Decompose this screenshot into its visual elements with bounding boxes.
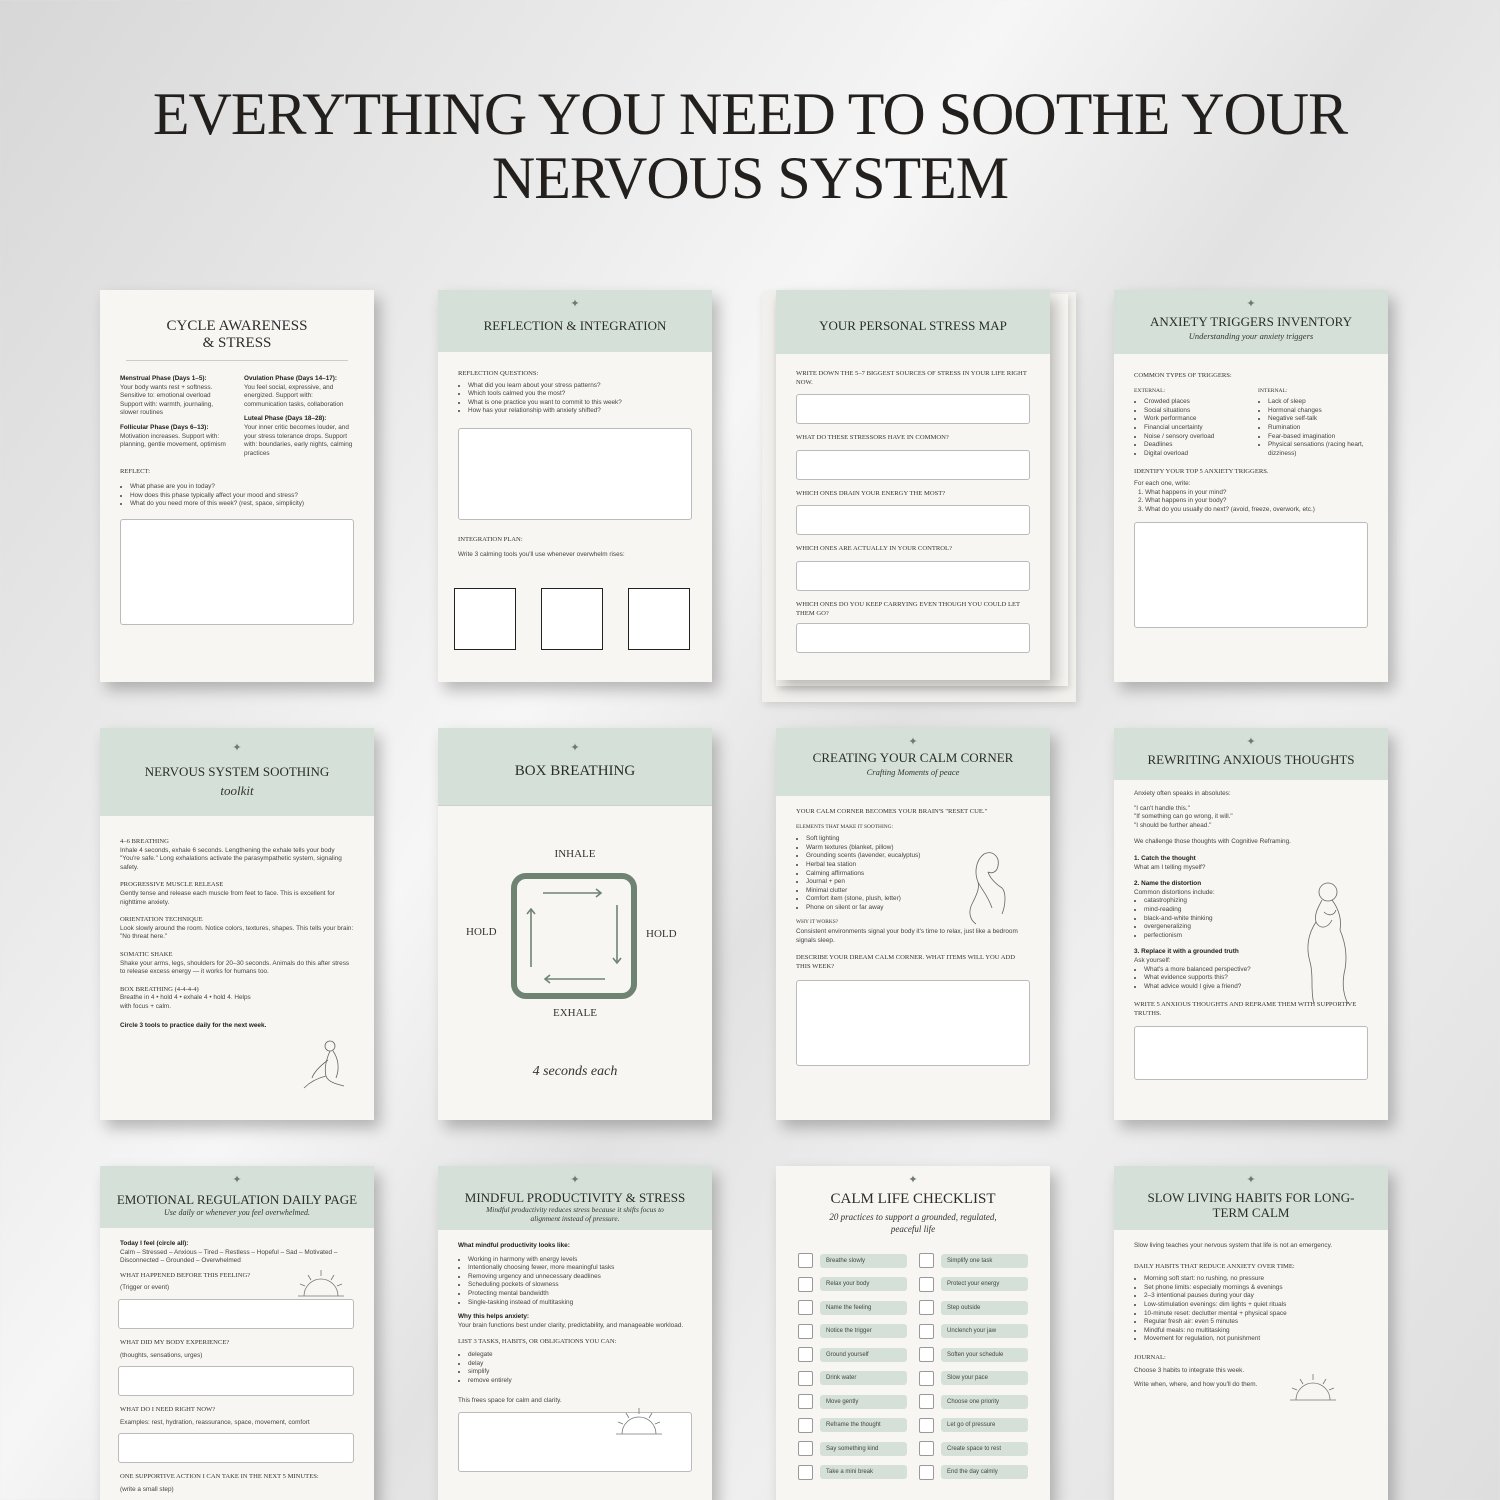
phase-text: Your body wants rest + softness. Sensitive to: emotional overload Support with: warmth, journaling, slower routines [120,383,214,417]
hold-right-label: HOLD [646,928,677,940]
checklist-label: Move gently [820,1395,907,1409]
prompt: ONE SUPPORTIVE ACTION I CAN TAKE IN THE NEXT 5 MINUTES: [120,1473,319,1481]
tool-box-2[interactable] [541,588,603,650]
headline-line-1: EVERYTHING YOU NEED TO SOOTHE YOUR [152,81,1348,147]
checkbox[interactable] [919,1394,934,1409]
checklist-label: Soften your schedule [941,1348,1028,1362]
checklist-item[interactable] [798,1343,907,1367]
phase-name: Luteal Phase (Days 18–28): [244,415,327,423]
list-item: • Phone on silent or far away [806,904,1030,913]
list-item: • Digital overload [1144,450,1244,459]
list-item: • What phase are you in today? [130,483,354,492]
line-art-woman-icon [300,1038,348,1094]
list-item: • Mindful meals: no multitasking [1144,1327,1368,1336]
list-item: • What evidence supports this? [1144,974,1368,983]
checklist-item[interactable] [919,1461,1028,1485]
column-label: EXTERNAL: [1134,387,1166,394]
page-title: YOUR PERSONAL STRESS MAP [819,318,1007,333]
headline [0,82,1500,210]
list-item: • Set phone limits: especially mornings & evenings [1144,1284,1368,1293]
checkbox[interactable] [919,1371,934,1386]
phase-name: Follicular Phase (Days 6–13): [120,423,209,431]
prompt: WHICH ONES ARE ACTUALLY IN YOUR CONTROL? [796,545,952,553]
list-item: • Journal + pen [806,878,1030,887]
page-title: CREATING YOUR CALM CORNER [812,750,1014,765]
page-subtitle: Mindful productivity reduces stress because it shifts focus to alignment instead of pressure. [486,1205,664,1223]
answer-field[interactable] [796,623,1030,653]
step: 1. What happens in your mind? [1138,488,1227,496]
habits-list [1134,1275,1368,1344]
sunrise-icon [1288,1370,1338,1404]
quote: "If something can go wrong, it will." [1134,813,1233,821]
list-item: • Social situations [1144,407,1244,416]
checklist-label: Choose one priority [941,1395,1028,1409]
checkbox[interactable] [798,1371,813,1386]
column-label: INTERNAL: [1258,387,1288,394]
sparkle-icon: ✦ [908,736,918,748]
list-item: • Protecting mental bandwidth [468,1290,692,1299]
page-title: REWRITING ANXIOUS THOUGHTS [1147,752,1355,767]
step-text: Ask yourself: [1134,956,1171,964]
sparkle-icon: ✦ [232,1174,242,1186]
intro-text: Anxiety often speaks in absolutes: [1134,790,1231,797]
checkbox[interactable] [919,1441,934,1456]
checklist-label: Drink water [820,1371,907,1385]
writing-box[interactable] [120,519,354,625]
list-item: • Lack of sleep [1268,398,1368,407]
checklist-item[interactable] [798,1461,907,1485]
list-item: • What do you need more of this week? (rest, space, simplicity) [130,500,354,509]
line-art-woman-icon [962,848,1012,928]
checkbox[interactable] [919,1253,934,1268]
checkbox[interactable] [798,1300,813,1315]
action-list [458,1351,692,1385]
list-item: • Noise / sensory overload [1144,433,1244,442]
list-item: • Hormonal changes [1268,407,1368,416]
list-item: • What is one practice you want to commit to this week? [468,399,692,408]
frees-text: This frees space for calm and clarity. [458,1397,562,1405]
sparkle-icon: ✦ [1246,298,1256,310]
checkbox[interactable] [798,1324,813,1339]
list-item: • What's a more balanced perspective? [1144,966,1368,975]
prompt: WRITE DOWN THE 5–7 BIGGEST SOURCES OF STRESS IN YOUR LIFE RIGHT NOW. [796,370,1027,386]
prompt: WHICH ONES DO YOU KEEP CARRYING EVEN THOUGH YOU COULD LET THEM GO? [796,600,1020,617]
checklist-label: Let go of pressure [941,1418,1028,1432]
checklist-item[interactable] [798,1367,907,1391]
answer-field[interactable] [796,450,1030,480]
checklist-item[interactable] [798,1296,907,1320]
checklist-label: Ground yourself [820,1348,907,1362]
answer-field[interactable] [118,1299,354,1329]
tool-name: 4–6 BREATHING [120,838,169,845]
page-subtitle: 20 practices to support a grounded, regulated, peaceful life [829,1212,997,1234]
page-soothing-toolkit [100,728,374,1120]
list-item: • Deadlines [1144,441,1244,450]
hint: (thoughts, sensations, urges) [120,1351,203,1359]
hint: Examples: rest, hydration, reassurance, space, movement, comfort [120,1418,310,1426]
tool-text: Breathe in 4 • hold 4 • exhale 4 • hold 4. Helps with focus + calm. [120,994,251,1010]
sparkle-icon: ✦ [570,298,580,310]
why-text: Your brain functions best under clarity, predictability, and manageable workload. [458,1321,684,1329]
section-label: JOURNAL: [1134,1353,1166,1361]
phase-text: Your inner critic becomes louder, and your stress tolerance drops. Support with: boundaries, early nights, calming practices [244,423,353,457]
list-item: • Regular fresh air: even 5 minutes [1144,1318,1368,1327]
phase-name: Ovulation Phase (Days 14–17): [244,375,338,382]
tool-text: Shake your arms, legs, shoulders for 20–30 seconds. Animals do this after stress to release excess energy — it works for humans too. [120,959,350,976]
list-item: • Work performance [1144,415,1244,424]
answer-field[interactable] [118,1366,354,1396]
section-label: Why this helps anxiety: [458,1313,530,1321]
list-item: • Calming affirmations [806,870,1030,879]
checklist-item[interactable] [798,1273,907,1297]
section-label: REFLECTION QUESTIONS: [458,370,539,377]
checklist [776,1249,1050,1484]
page-title: BOX BREATHING [514,763,636,779]
page-title: SLOW LIVING HABITS FOR LONG-TERM CALM [1147,1190,1355,1220]
page-subtitle: Crafting Moments of peace [866,767,960,777]
checkbox[interactable] [798,1394,813,1409]
phase-text: You feel social, expressive, and energized. Support with: communication tasks, collaboration [244,383,344,408]
page-anxiety-triggers [1114,290,1388,682]
list-item: • delegate [468,1351,692,1360]
list-item: • Intentionally choosing fewer, more meaningful tasks [468,1264,692,1273]
page-title: CYCLE AWARENESS & STRESS [126,290,348,361]
page-calm-corner [776,728,1050,1120]
checklist-item[interactable] [919,1296,1028,1320]
list-item: • Minimal clutter [806,887,1030,896]
question-list [458,382,692,416]
list-item: • What did you learn about your stress patterns? [468,382,692,391]
headline-line-2: NERVOUS SYSTEM [491,145,1009,211]
checkbox[interactable] [919,1347,934,1362]
answer-field[interactable] [796,505,1030,535]
checklist-item[interactable] [919,1343,1028,1367]
step-title: 2. Name the distortion [1134,880,1202,888]
page-stress-map [776,290,1050,680]
list-item: • perfectionism [1144,932,1368,941]
tool-name: SOMATIC SHAKE [120,950,173,958]
tool-text: Look slowly around the room. Notice colors, textures, shapes. This tells your brain: "No threat here." [120,924,354,941]
list-item: • black-and-white thinking [1144,915,1368,924]
checklist-item[interactable] [798,1320,907,1344]
list-item: • Removing urgency and unnecessary deadlines [468,1273,692,1282]
feelings-list: Calm – Stressed – Anxious – Tired – Restless – Hopeful – Sad – Motivated – Disconnected – Grounded – Overwhelmed [120,1248,338,1265]
checklist-label: Take a mini break [820,1465,907,1479]
list-item: • overgeneralizing [1144,923,1368,932]
sunrise-icon [296,1266,346,1300]
page-title: NERVOUS SYSTEM SOOTHING [144,764,330,779]
instruction: For each one, write: [1134,479,1191,487]
breathing-footer: 4 seconds each [532,1064,618,1079]
phase-text: Motivation increases. Support with: planning, gentle movement, optimism [120,432,226,449]
sparkle-icon: ✦ [1246,736,1256,748]
list-item: • remove entirely [468,1377,692,1386]
checklist-item[interactable] [798,1437,907,1461]
step: 3. What do you usually do next? (avoid, freeze, overwork, etc.) [1138,505,1315,513]
checklist-label: Protect your energy [941,1277,1028,1291]
prompt: DESCRIBE YOUR DREAM CALM CORNER. WHAT ITEMS WILL YOU ADD THIS WEEK? [796,954,1016,970]
section-label: COMMON TYPES OF TRIGGERS: [1134,372,1232,379]
tool-name: ORIENTATION TECHNIQUE [120,916,203,924]
hint: (Trigger or event) [120,1284,170,1292]
why-text: Consistent environments signal your body it's time to relax, just like a bedroom signals sleep. [796,928,1018,944]
checkbox[interactable] [919,1324,934,1339]
list-item: • Warm textures (blanket, pillow) [806,844,1030,853]
checkbox[interactable] [919,1465,934,1480]
prompt: WHAT DO I NEED RIGHT NOW? [120,1406,216,1414]
page-subtitle: Understanding your anxiety triggers [1188,331,1314,341]
checklist-label: Step outside [941,1301,1028,1315]
section-label: INTEGRATION PLAN: [458,535,523,543]
checkbox[interactable] [798,1253,813,1268]
page-title: MINDFUL PRODUCTIVITY & STRESS [464,1190,686,1205]
hold-left-label: HOLD [466,926,497,938]
section-label: ELEMENTS THAT MAKE IT SOOTHING: [796,823,894,830]
list-item: • How has your relationship with anxiety shifted? [468,407,692,416]
checklist-label: End the day calmly [941,1465,1028,1479]
list-item: • Movement for regulation, not punishment [1144,1335,1368,1344]
page-title: ANXIETY TRIGGERS INVENTORY [1150,314,1352,329]
quote: "I should be further ahead." [1134,821,1212,829]
answer-field[interactable] [796,561,1030,591]
checklist-item[interactable] [919,1367,1028,1391]
checklist-label: Reframe the thought [820,1418,907,1432]
list-item: • catastrophizing [1144,897,1368,906]
intro-text: Slow living teaches your nervous system that life is not an emergency. [1134,1242,1333,1249]
checklist-item[interactable] [919,1437,1028,1461]
page-subtitle: Use daily or whenever you feel overwhelmed. [164,1208,310,1217]
list-item: • Grounding scents (lavender, eucalyptus) [806,852,1030,861]
checklist-item[interactable] [798,1414,907,1438]
tool-text: Inhale 4 seconds, exhale 6 seconds. Lengthening the exhale tells your body "You're safe." Long exhalations activate the parasympathetic system, signaling safety. [120,846,342,871]
step-text: What am I telling myself? [1134,863,1206,871]
journal-text: Write when, where, and how you'll do them. [1134,1381,1258,1389]
list-item: • simplify [468,1368,692,1377]
section-label: IDENTIFY YOUR TOP 5 ANXIETY TRIGGERS. [1134,468,1269,476]
list-item: • Financial uncertainty [1144,424,1244,433]
checklist-label: Unclench your jaw [941,1324,1028,1338]
challenge-text: We challenge those thoughts with Cognitive Reframing. [1134,838,1291,846]
answer-field[interactable] [796,394,1030,424]
circle-instruction: Circle 3 tools to practice daily for the next week. [120,1021,267,1029]
sparkle-icon: ✦ [570,742,580,754]
list-item: • How does this phase typically affect your mood and stress? [130,492,354,501]
tool-text: Gently tense and release each muscle from feet to face. This is excellent for nighttime anxiety. [120,889,335,906]
list-item: • Scheduling pockets of slowness [468,1281,692,1290]
checklist-label: Notice the trigger [820,1324,907,1338]
answer-field[interactable] [118,1433,354,1463]
page-rewriting-thoughts [1114,728,1388,1120]
tool-name: BOX BREATHING (4-4-4-4) [120,985,199,993]
list-item: • 2–3 intentional pauses during your day [1144,1292,1368,1301]
phase-grid [120,375,354,458]
list-item: • Single-tasking instead of multitasking [468,1299,692,1308]
prompt: WRITE 5 ANXIOUS THOUGHTS AND REFRAME THEM WITH SUPPORTIVE TRUTHS. [1134,1001,1357,1017]
list-item: • delay [468,1360,692,1369]
prompt: WHAT HAPPENED BEFORE THIS FEELING? [120,1271,251,1279]
checklist-label: Name the feeling [820,1301,907,1315]
sparkle-icon: ✦ [908,1174,918,1186]
checklist-item[interactable] [919,1320,1028,1344]
checklist-column-right [919,1249,1028,1484]
step-title: 1. Catch the thought [1134,854,1196,862]
checklist-item[interactable] [919,1273,1028,1297]
page-reflection-integration [438,290,712,682]
page-calm-checklist [776,1166,1050,1500]
question-list [120,483,354,509]
list-item: • Rumination [1268,424,1368,433]
section-label: REFLECT: [120,468,151,476]
journal-text: Choose 3 habits to integrate this week. [1134,1366,1245,1374]
sparkle-icon: ✦ [570,1174,580,1186]
internal-list [1258,398,1368,458]
page-box-breathing [438,728,712,1120]
prompt: WHAT DID MY BODY EXPERIENCE? [120,1338,230,1346]
hint: (write a small step) [120,1485,174,1493]
checkbox[interactable] [798,1347,813,1362]
list-item: • Soft lighting [806,835,1030,844]
checklist-label: Say something kind [820,1442,907,1456]
page-slow-living [1114,1166,1388,1500]
step-title: 3. Replace it with a grounded truth [1134,948,1239,956]
section-label: YOUR CALM CORNER BECOMES YOUR BRAIN'S "RESET CUE." [796,808,988,815]
checklist-item[interactable] [798,1390,907,1414]
page-subtitle: toolkit [220,783,254,798]
list-item: • Morning soft start: no rushing, no pressure [1144,1275,1368,1284]
sparkle-icon: ✦ [232,742,242,754]
quote: "I can't handle this." [1134,804,1190,812]
writing-box[interactable] [1134,1026,1368,1080]
sparkle-icon: ✦ [1246,1174,1256,1186]
checklist-label: Slow your pace [941,1371,1028,1385]
page-title: EMOTIONAL REGULATION DAILY PAGE [116,1192,358,1207]
writing-box[interactable] [796,980,1030,1066]
page-mindful-productivity [438,1166,712,1500]
list-item: • Fear-based imagination [1268,433,1368,442]
page-title: CALM LIFE CHECKLIST [830,1191,996,1207]
checkbox[interactable] [798,1418,813,1433]
list-item: • Which tools calmed you the most? [468,390,692,399]
checklist-label: Relax your body [820,1277,907,1291]
list-item: • Comfort item (stone, plush, letter) [806,895,1030,904]
page-emotional-regulation [100,1166,374,1500]
trigger-columns [1134,387,1368,459]
list-item: • Working in harmony with energy levels [468,1256,692,1265]
breathing-box-diagram [511,873,637,999]
prompt: WHAT DO THESE STRESSORS HAVE IN COMMON? [796,434,949,442]
prompt: LIST 3 TASKS, HABITS, OR OBLIGATIONS YOU CAN: [458,1338,617,1346]
checkbox[interactable] [919,1418,934,1433]
list-item: • Crowded places [1144,398,1244,407]
section-label: DAILY HABITS THAT REDUCE ANXIETY OVER TIME: [1134,1262,1295,1270]
looks-list [458,1256,692,1308]
plan-text: Write 3 calming tools you'll use whenever overwhelm rises: [458,550,625,558]
inhale-label: INHALE [554,848,596,860]
sunrise-icon [614,1404,664,1438]
list-item: • Herbal tea station [806,861,1030,870]
phase-name: Menstrual Phase (Days 1–5): [120,375,207,382]
writing-box[interactable] [458,428,692,520]
exhale-label: EXHALE [553,1007,597,1019]
section-label: What mindful productivity looks like: [458,1242,570,1249]
checklist-label: Create space to rest [941,1442,1028,1456]
list-item: • Low-stimulation evenings: dim lights + quiet rituals [1144,1301,1368,1310]
checkbox[interactable] [798,1441,813,1456]
prompt: WHICH ONES DRAIN YOUR ENERGY THE MOST? [796,489,946,497]
section-label: WHY IT WORKS? [796,918,839,925]
checkbox[interactable] [919,1300,934,1315]
feel-label: Today I feel (circle all): [120,1240,189,1247]
checklist-item[interactable] [919,1414,1028,1438]
tool-box-1[interactable] [454,588,516,650]
tool-name: PROGRESSIVE MUSCLE RELEASE [120,881,224,889]
checklist-column-left [798,1249,907,1484]
step-text: Common distortions include: [1134,888,1215,896]
checkbox[interactable] [798,1465,813,1480]
checklist-item[interactable] [919,1249,1028,1273]
checklist-item[interactable] [798,1249,907,1273]
checklist-item[interactable] [919,1390,1028,1414]
writing-box[interactable] [1134,522,1368,628]
list-item: • 10-minute reset: declutter mental + physical space [1144,1310,1368,1319]
list-item: • What advice would I give a friend? [1144,983,1368,992]
checklist-label: Simplify one task [941,1254,1028,1268]
page-cycle-awareness [100,290,374,682]
step: 2. What happens in your body? [1138,497,1227,505]
checklist-label: Breathe slowly [820,1254,907,1268]
checkbox[interactable] [919,1277,934,1292]
external-list [1134,398,1244,458]
page-title: REFLECTION & INTEGRATION [483,318,667,333]
list-item: • Negative self-talk [1268,415,1368,424]
list-item: • Physical sensations (racing heart, dizziness) [1268,441,1368,458]
tool-box-3[interactable] [628,588,690,650]
line-art-woman-icon [1298,878,1360,1008]
checkbox[interactable] [798,1277,813,1292]
list-item: • mind-reading [1144,906,1368,915]
